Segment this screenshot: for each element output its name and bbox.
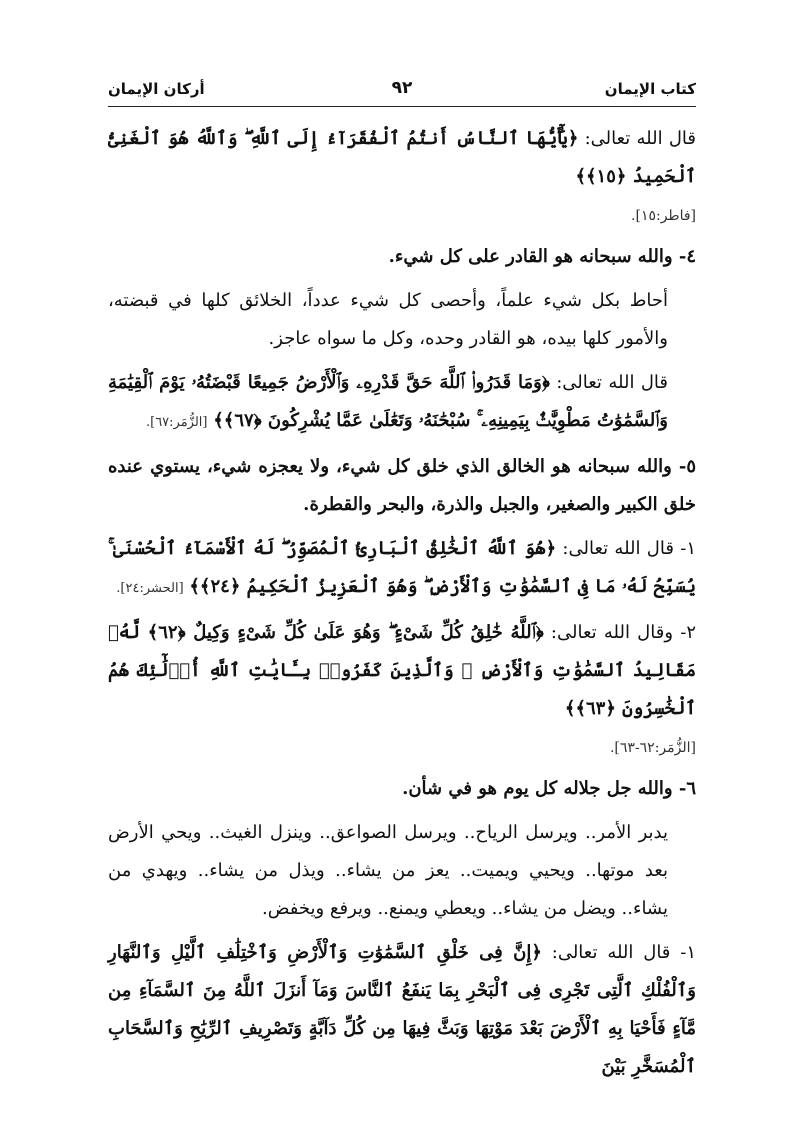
page-body [108, 120, 696, 1092]
verse-reference: [الزُّمَر:٦٧]. [145, 415, 208, 430]
section-heading: ٥- والله سبحانه هو الخالق الذي خلق كل شيء، ولا يعجزه شيء، يستوي عنده خلق الكبير والصغير، والجبل والذرة، والبحر والقطرة. [108, 456, 696, 515]
body-paragraph: أحاط بكل شيء علماً، وأحصى كل شيء عدداً، الخلائق كلها في قبضته، والأمور كلها بيده، هو القادر وحده، وكل ما سواه عاجز. [108, 290, 668, 349]
verse-reference: [الحشر:٢٤]. [116, 581, 184, 596]
numbered-verse-item [108, 614, 696, 728]
section-heading: ٦- والله جل جلاله كل يوم هو في شأن. [402, 778, 696, 799]
verse-paragraph [108, 120, 696, 196]
quran-verse: ﴿وَمَا قَدَرُوا۟ ٱللَّهَ حَقَّ قَدْرِهِۦ وَٱلْأَرْضُ جَمِيعًا قَبْضَتُهُۥ يَوْمَ ٱلْقِيَٰمَةِ وَٱلسَّمَٰوَٰتُ مَطْوِيَّٰتٌۢ بِيَمِينِهِۦ ۚ سُبْحَٰنَهُۥ وَتَعَٰلَىٰ عَمَّا يُشْرِكُونَ ﴿٦٧﴾﴾ [108, 372, 668, 431]
quran-verse: ﴿هُوَ ٱللَّهُ ٱلْخَٰلِقُ ٱلْبَارِئُ ٱلْمُصَوِّرُ ۖ لَهُ ٱلْأَسْمَآءُ ٱلْحُسْنَىٰ ۚ يُسَبِّحُ لَهُۥ مَا فِى ٱلسَّمَٰوَٰتِ وَٱلْأَرْضِ ۖ وَهُوَ ٱلْعَزِيزُ ٱلْحَكِيمُ ﴿٢٤﴾﴾ [108, 538, 696, 597]
book-title: كتاب الإيمان [604, 80, 696, 98]
verse-reference: [فاطر:١٥]. [631, 208, 696, 224]
header-divider [108, 106, 696, 107]
verse-intro: ١- قال الله تعالى: [541, 942, 696, 963]
section-heading: ٤- والله سبحانه هو القادر على كل شيء. [388, 246, 696, 267]
numbered-verse-item [108, 530, 696, 608]
verse-intro: ١- قال الله تعالى: [556, 538, 696, 559]
verse-paragraph [108, 364, 696, 442]
verse-reference: [الزُّمَر:٦٢-٦٣]. [609, 740, 696, 756]
quran-verse: ﴿ٱللَّهُ خَٰلِقُ كُلِّ شَىْءٍ ۖ وَهُوَ عَلَىٰ كُلِّ شَىْءٍ وَكِيلٌ ﴿٦٢﴾ لَّهُۥ مَقَالِيدُ ٱلسَّمَٰوَٰتِ وَٱلْأَرْضِ ۗ وَٱلَّذِينَ كَفَرُوا۟ بِـَٔايَٰتِ ٱللَّهِ أُو۟لَٰٓئِكَ هُمُ ٱلْخَٰسِرُونَ ﴿٦٣﴾﴾ [108, 622, 696, 719]
page-header [108, 80, 696, 104]
verse-intro: قال الله تعالى: [549, 372, 669, 393]
body-paragraph: يدبر الأمر.. ويرسل الرياح.. ويرسل الصواعق.. وينزل الغيث.. ويحي الأرض بعد موتها.. ويحيي ويميت.. يعز من يشاء.. ويذل من يشاء.. ويهدي من يشاء.. ويضل من يشاء.. ويعطي ويمنع.. ويرفع ويخفض. [108, 822, 669, 919]
verse-intro: قال الله تعالى: [578, 128, 696, 149]
chapter-title: أركان الإيمان [108, 80, 205, 98]
quran-verse: ﴿إِنَّ فِى خَلْقِ ٱلسَّمَٰوَٰتِ وَٱلْأَرْضِ وَٱخْتِلَٰفِ ٱلَّيْلِ وَٱلنَّهَارِ وَٱلْفُلْكِ ٱلَّتِى تَجْرِى فِى ٱلْبَحْرِ بِمَا يَنفَعُ ٱلنَّاسَ وَمَآ أَنزَلَ ٱللَّهُ مِنَ ٱلسَّمَآءِ مِن مَّآءٍ فَأَحْيَا بِهِ ٱلْأَرْضَ بَعْدَ مَوْتِهَا وَبَثَّ فِيهَا مِن كُلِّ دَآبَّةٍ وَتَصْرِيفِ ٱلرِّيَٰحِ وَٱلسَّحَابِ ٱلْمُسَخَّرِ بَيْنَ [108, 942, 696, 1077]
verse-intro: ٢- وقال الله تعالى: [543, 622, 697, 643]
numbered-verse-item [108, 934, 696, 1086]
page-number: ٩٢ [391, 78, 413, 98]
quran-verse: ﴿يَٰٓأَيُّهَا ٱلنَّاسُ أَنتُمُ ٱلْفُقَرَآءُ إِلَى ٱللَّهِ ۖ وَٱللَّهُ هُوَ ٱلْغَنِىُّ ٱلْحَمِيدُ ﴿١٥﴾﴾ [108, 128, 696, 187]
